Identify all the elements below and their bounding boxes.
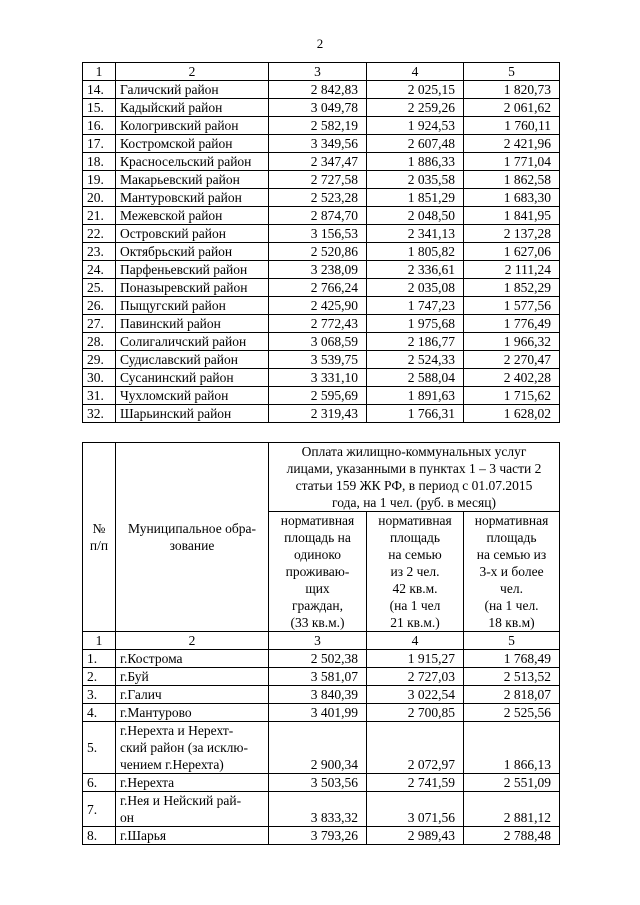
municipality-name: г.Кострома <box>116 650 269 668</box>
district-name: Межевской район <box>116 207 269 225</box>
subheader-line: площадь на <box>284 530 351 545</box>
header-cell: 5 <box>464 632 560 650</box>
single-resident-payment: 2 319,43 <box>269 405 367 423</box>
table-row <box>83 207 560 225</box>
three-plus-payment: 1 866,13 <box>464 722 560 774</box>
three-plus-family-area-header <box>464 512 560 632</box>
subheader-line: одиноко <box>293 547 342 562</box>
district-name: Макарьевский район <box>116 171 269 189</box>
district-name: Мантуровский район <box>116 189 269 207</box>
single-resident-payment: 2 766,24 <box>269 279 367 297</box>
three-plus-payment: 2 402,28 <box>464 369 560 387</box>
header-cell: 1 <box>83 632 116 650</box>
three-plus-payment: 1 771,04 <box>464 153 560 171</box>
header-cell: 2 <box>116 63 269 81</box>
two-person-payment: 1 886,33 <box>367 153 464 171</box>
municipality-header <box>116 443 269 632</box>
districts-table <box>82 62 560 423</box>
two-person-payment: 3 022,54 <box>367 686 464 704</box>
table-row <box>83 405 560 423</box>
single-resident-payment: 2 772,43 <box>269 315 367 333</box>
row-number: 8. <box>83 827 116 845</box>
table-row <box>83 668 560 686</box>
single-resident-payment: 2 582,19 <box>269 117 367 135</box>
two-person-payment: 1 915,27 <box>367 650 464 668</box>
table-row <box>83 686 560 704</box>
two-person-payment: 2 700,85 <box>367 704 464 722</box>
row-number: 28. <box>83 333 116 351</box>
three-plus-payment: 2 061,62 <box>464 99 560 117</box>
table-header-row <box>83 63 560 81</box>
district-name: Галичский район <box>116 81 269 99</box>
header-cell: 4 <box>367 632 464 650</box>
two-person-payment: 3 071,56 <box>367 792 464 827</box>
single-resident-payment: 3 238,09 <box>269 261 367 279</box>
single-resident-payment: 3 068,59 <box>269 333 367 351</box>
row-number: 29. <box>83 351 116 369</box>
row-number: 17. <box>83 135 116 153</box>
district-name: Костромской район <box>116 135 269 153</box>
single-resident-payment: 2 425,90 <box>269 297 367 315</box>
three-plus-payment: 1 683,30 <box>464 189 560 207</box>
three-plus-payment: 1 841,95 <box>464 207 560 225</box>
two-person-payment: 2 035,08 <box>367 279 464 297</box>
three-plus-payment: 1 776,49 <box>464 315 560 333</box>
municipality-name-line: ский район (за исклю- <box>120 740 248 755</box>
subheader-line: (на 1 чел <box>389 598 441 613</box>
table-row <box>83 135 560 153</box>
payment-header-line: статьи 159 ЖК РФ, в период с 01.07.2015 <box>295 478 533 493</box>
municipality-name: г.Мантурово <box>116 704 269 722</box>
single-resident-payment: 2 874,70 <box>269 207 367 225</box>
row-number: 32. <box>83 405 116 423</box>
three-plus-payment: 1 966,32 <box>464 333 560 351</box>
district-name: Шарьинский район <box>116 405 269 423</box>
row-number: 26. <box>83 297 116 315</box>
two-person-payment: 2 048,50 <box>367 207 464 225</box>
two-person-payment: 2 336,61 <box>367 261 464 279</box>
subheader-line: (на 1 чел. <box>484 598 539 613</box>
three-plus-payment: 1 760,11 <box>464 117 560 135</box>
row-number: 22. <box>83 225 116 243</box>
subheader-line: (33 кв.м.) <box>290 615 345 630</box>
district-name: Красносельский район <box>116 153 269 171</box>
row-number: 6. <box>83 774 116 792</box>
row-number: 30. <box>83 369 116 387</box>
three-plus-payment: 2 525,56 <box>464 704 560 722</box>
table-row <box>83 387 560 405</box>
single-resident-payment: 2 347,47 <box>269 153 367 171</box>
subheader-line: нормативная <box>378 513 452 528</box>
single-resident-payment: 3 503,56 <box>269 774 367 792</box>
two-person-payment: 2 025,15 <box>367 81 464 99</box>
municipality-header-line: зование <box>169 538 215 553</box>
row-number: 2. <box>83 668 116 686</box>
two-person-payment: 1 747,23 <box>367 297 464 315</box>
table-row <box>83 117 560 135</box>
subheader-line: на семью из <box>476 547 547 562</box>
district-name: Чухломский район <box>116 387 269 405</box>
three-plus-payment: 1 768,49 <box>464 650 560 668</box>
subheader-line: 21 кв.м.) <box>390 615 440 630</box>
table-row <box>83 153 560 171</box>
three-plus-payment: 1 715,62 <box>464 387 560 405</box>
district-name: Октябрьский район <box>116 243 269 261</box>
table-row <box>83 171 560 189</box>
two-person-payment: 2 186,77 <box>367 333 464 351</box>
three-plus-payment: 2 421,96 <box>464 135 560 153</box>
three-plus-payment: 2 788,48 <box>464 827 560 845</box>
header-cell: 2 <box>116 632 269 650</box>
district-name: Павинский район <box>116 315 269 333</box>
two-person-payment: 2 072,97 <box>367 722 464 774</box>
single-resident-payment: 2 842,83 <box>269 81 367 99</box>
municipality-name: г.Буй <box>116 668 269 686</box>
three-plus-payment: 2 270,47 <box>464 351 560 369</box>
column-number-row <box>83 632 560 650</box>
row-number: 24. <box>83 261 116 279</box>
district-name: Солигаличский район <box>116 333 269 351</box>
header-cell: 5 <box>464 63 560 81</box>
row-number: 21. <box>83 207 116 225</box>
single-resident-payment: 2 900,34 <box>269 722 367 774</box>
single-resident-payment: 3 156,53 <box>269 225 367 243</box>
table-row <box>83 261 560 279</box>
subheader-line: нормативная <box>474 513 549 528</box>
table-row <box>83 827 560 845</box>
table-row <box>83 333 560 351</box>
row-number: 5. <box>83 722 116 774</box>
page-number: 2 <box>316 36 324 51</box>
single-resident-payment: 2 520,86 <box>269 243 367 261</box>
municipality-name-line: он <box>120 810 134 825</box>
table-header-row <box>83 443 560 512</box>
municipality-name: г.Галич <box>116 686 269 704</box>
payment-header-line: лицами, указанными в пунктах 1 – 3 части 2 <box>286 461 542 476</box>
table-row <box>83 279 560 297</box>
district-name: Кологривский район <box>116 117 269 135</box>
table-row <box>83 81 560 99</box>
single-resident-payment: 3 840,39 <box>269 686 367 704</box>
subheader-line: граждан, <box>291 598 344 613</box>
three-plus-payment: 1 628,02 <box>464 405 560 423</box>
table-row <box>83 704 560 722</box>
single-resident-area-header <box>269 512 367 632</box>
two-person-payment: 1 891,63 <box>367 387 464 405</box>
row-number: 27. <box>83 315 116 333</box>
table-row <box>83 792 560 827</box>
row-number: 7. <box>83 792 116 827</box>
two-person-payment: 2 607,48 <box>367 135 464 153</box>
table-row <box>83 243 560 261</box>
three-plus-payment: 1 577,56 <box>464 297 560 315</box>
single-resident-payment: 3 401,99 <box>269 704 367 722</box>
single-resident-payment: 3 793,26 <box>269 827 367 845</box>
subheader-line: 18 кв.м) <box>488 615 535 630</box>
two-person-payment: 2 035,58 <box>367 171 464 189</box>
two-person-payment: 2 524,33 <box>367 351 464 369</box>
single-resident-payment: 2 502,38 <box>269 650 367 668</box>
single-resident-payment: 2 595,69 <box>269 387 367 405</box>
table-row <box>83 351 560 369</box>
single-resident-payment: 2 727,58 <box>269 171 367 189</box>
row-number: 4. <box>83 704 116 722</box>
table-row <box>83 225 560 243</box>
row-number: 20. <box>83 189 116 207</box>
payment-header-line: года, на 1 чел. (руб. в месяц) <box>332 495 496 510</box>
row-number: 16. <box>83 117 116 135</box>
municipality-header-line: Муниципальное обра- <box>128 521 256 536</box>
three-plus-payment: 2 818,07 <box>464 686 560 704</box>
single-resident-payment: 2 523,28 <box>269 189 367 207</box>
three-plus-payment: 2 551,09 <box>464 774 560 792</box>
district-name: Поназыревский район <box>116 279 269 297</box>
row-number: 18. <box>83 153 116 171</box>
row-number: 15. <box>83 99 116 117</box>
table-row <box>83 650 560 668</box>
municipality-name <box>116 792 269 827</box>
three-plus-payment: 1 862,58 <box>464 171 560 189</box>
three-plus-payment: 1 627,06 <box>464 243 560 261</box>
subheader-line: из 2 чел. <box>390 564 440 579</box>
two-person-payment: 1 924,53 <box>367 117 464 135</box>
table-row <box>83 297 560 315</box>
three-plus-payment: 2 513,52 <box>464 668 560 686</box>
two-person-payment: 2 989,43 <box>367 827 464 845</box>
num-header <box>83 443 116 632</box>
municipality-name-line: г.Нерехта и Нерехт- <box>120 723 234 738</box>
district-name: Парфеньевский район <box>116 261 269 279</box>
three-plus-payment: 1 820,73 <box>464 81 560 99</box>
municipality-name: г.Нерехта <box>116 774 269 792</box>
num-header-line: п/п <box>89 538 109 553</box>
three-plus-payment: 2 881,12 <box>464 792 560 827</box>
subheader-line: площадь <box>389 530 441 545</box>
single-resident-payment: 3 581,07 <box>269 668 367 686</box>
single-resident-payment: 3 349,56 <box>269 135 367 153</box>
table-row <box>83 369 560 387</box>
district-name: Кадыйский район <box>116 99 269 117</box>
subheader-line: нормативная <box>280 513 355 528</box>
three-plus-payment: 2 137,28 <box>464 225 560 243</box>
payment-header <box>269 443 560 512</box>
municipality-name <box>116 722 269 774</box>
two-person-family-area-header <box>367 512 464 632</box>
two-person-payment: 2 341,13 <box>367 225 464 243</box>
municipalities-table <box>82 442 560 845</box>
row-number: 31. <box>83 387 116 405</box>
three-plus-payment: 1 852,29 <box>464 279 560 297</box>
two-person-payment: 1 975,68 <box>367 315 464 333</box>
payment-header-line: Оплата жилищно-коммунальных услуг <box>301 444 527 459</box>
subheader-line: чел. <box>500 581 523 596</box>
district-name: Сусанинский район <box>116 369 269 387</box>
two-person-payment: 1 805,82 <box>367 243 464 261</box>
single-resident-payment: 3 049,78 <box>269 99 367 117</box>
three-plus-payment: 2 111,24 <box>464 261 560 279</box>
row-number: 14. <box>83 81 116 99</box>
single-resident-payment: 3 833,32 <box>269 792 367 827</box>
table-row <box>83 99 560 117</box>
two-person-payment: 1 766,31 <box>367 405 464 423</box>
subheader-line: 3-х и более <box>479 564 544 579</box>
two-person-payment: 2 727,03 <box>367 668 464 686</box>
two-person-payment: 2 588,04 <box>367 369 464 387</box>
row-number: 19. <box>83 171 116 189</box>
header-cell: 1 <box>83 63 116 81</box>
header-cell: 4 <box>367 63 464 81</box>
single-resident-payment: 3 539,75 <box>269 351 367 369</box>
municipality-name-line: чением г.Нерехта) <box>120 757 224 772</box>
subheader-line: щих <box>305 581 330 596</box>
header-cell: 3 <box>269 63 367 81</box>
subheader-line: 42 кв.м. <box>392 581 438 596</box>
row-number: 25. <box>83 279 116 297</box>
two-person-payment: 2 741,59 <box>367 774 464 792</box>
subheader-line: проживаю- <box>285 564 350 579</box>
row-number: 23. <box>83 243 116 261</box>
municipality-name-line: г.Нея и Нейский рай- <box>120 793 242 808</box>
district-name: Пыщугский район <box>116 297 269 315</box>
num-header-line: № <box>92 521 106 536</box>
municipality-name: г.Шарья <box>116 827 269 845</box>
row-number: 3. <box>83 686 116 704</box>
subheader-line: площадь <box>486 530 537 545</box>
district-name: Островский район <box>116 225 269 243</box>
table-row <box>83 722 560 774</box>
table-row <box>83 315 560 333</box>
two-person-payment: 1 851,29 <box>367 189 464 207</box>
two-person-payment: 2 259,26 <box>367 99 464 117</box>
header-cell: 3 <box>269 632 367 650</box>
table-row <box>83 189 560 207</box>
table-row <box>83 774 560 792</box>
subheader-line: на семью <box>388 547 442 562</box>
single-resident-payment: 3 331,10 <box>269 369 367 387</box>
row-number: 1. <box>83 650 116 668</box>
district-name: Судиславский район <box>116 351 269 369</box>
